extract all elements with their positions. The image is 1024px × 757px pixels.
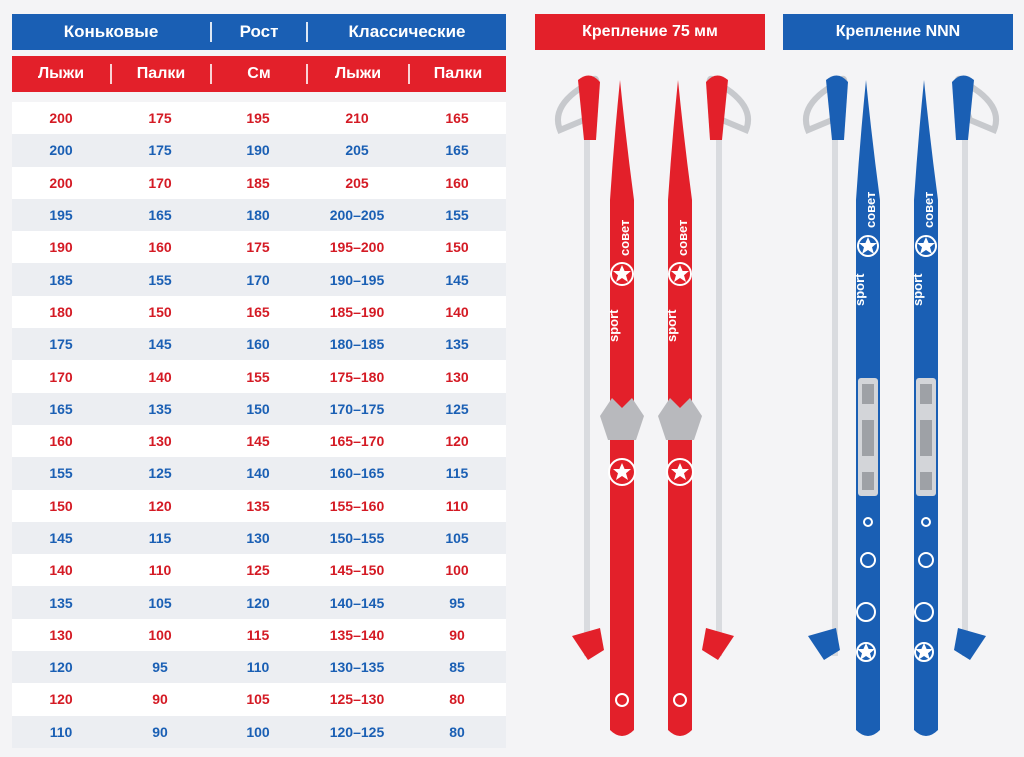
table-row bbox=[12, 231, 506, 263]
cell-classic-poles: 80 bbox=[449, 691, 465, 708]
blue-ski-right bbox=[910, 80, 938, 736]
cell-skate-poles: 145 bbox=[148, 336, 172, 353]
table-row bbox=[12, 425, 506, 457]
cell-classic-poles: 110 bbox=[445, 497, 469, 514]
column-header-classic-skis: Лыжи bbox=[334, 65, 382, 82]
binding-75mm-title: Крепление 75 мм bbox=[535, 14, 765, 50]
cell-classic-poles: 165 bbox=[445, 142, 469, 159]
cell-height-cm: 105 bbox=[246, 691, 270, 708]
group-header-classic: Классические bbox=[348, 22, 466, 41]
cell-classic-skis: 185–190 bbox=[329, 303, 385, 320]
ski-size-table bbox=[12, 14, 506, 748]
table-row bbox=[12, 296, 506, 328]
table-row bbox=[12, 457, 506, 489]
cell-skate-skis: 110 bbox=[49, 723, 73, 740]
cell-classic-poles: 165 bbox=[445, 110, 469, 127]
cell-skate-poles: 160 bbox=[148, 239, 172, 256]
cell-skate-skis: 120 bbox=[49, 659, 73, 676]
cell-skate-poles: 170 bbox=[148, 174, 172, 191]
table-row bbox=[12, 199, 506, 231]
cell-height-cm: 160 bbox=[246, 336, 270, 353]
blue-ski-right-brand-sport: sport bbox=[910, 273, 925, 306]
cell-classic-skis: 175–180 bbox=[329, 368, 385, 385]
cell-classic-poles: 95 bbox=[449, 594, 465, 611]
cell-skate-poles: 120 bbox=[148, 497, 172, 514]
cell-skate-skis: 200 bbox=[49, 174, 73, 191]
table-row bbox=[12, 683, 506, 715]
cell-skate-poles: 135 bbox=[148, 400, 172, 417]
red-ski-left-brand-sovet: совет bbox=[617, 219, 632, 256]
cell-classic-skis: 190–195 bbox=[329, 271, 385, 288]
table-row bbox=[12, 522, 506, 554]
cell-classic-poles: 100 bbox=[445, 562, 469, 579]
cell-skate-poles: 175 bbox=[148, 110, 172, 127]
cell-skate-skis: 195 bbox=[49, 207, 73, 224]
cell-skate-poles: 115 bbox=[148, 530, 172, 546]
cell-classic-poles: 125 bbox=[445, 400, 469, 417]
cell-skate-poles: 130 bbox=[148, 433, 172, 450]
cell-height-cm: 185 bbox=[246, 174, 270, 191]
cell-height-cm: 140 bbox=[246, 465, 270, 482]
cell-skate-poles: 175 bbox=[148, 142, 172, 159]
cell-skate-skis: 200 bbox=[49, 142, 73, 159]
cell-skate-skis: 190 bbox=[49, 239, 73, 256]
cell-classic-skis: 120–125 bbox=[329, 723, 385, 740]
cell-classic-skis: 140–145 bbox=[329, 594, 385, 611]
blue-ski-left-brand-sovet: совет bbox=[863, 191, 878, 228]
cell-height-cm: 110 bbox=[246, 659, 270, 676]
table-row bbox=[12, 360, 506, 392]
cell-height-cm: 165 bbox=[246, 303, 270, 320]
cell-height-cm: 100 bbox=[246, 723, 270, 740]
cell-classic-skis: 130–135 bbox=[329, 659, 385, 676]
blue-pole-left bbox=[806, 75, 848, 660]
blue-ski-right-brand-sovet: совет bbox=[921, 191, 936, 228]
skis-illustration bbox=[530, 60, 1020, 750]
cell-classic-poles: 160 bbox=[445, 174, 469, 191]
blue-ski-left-brand-sport: sport bbox=[852, 273, 867, 306]
cell-classic-skis: 195–200 bbox=[329, 239, 385, 256]
cell-skate-poles: 140 bbox=[148, 368, 172, 385]
column-header-classic-poles: Палки bbox=[433, 65, 483, 82]
cell-height-cm: 180 bbox=[246, 207, 270, 224]
cell-skate-skis: 145 bbox=[49, 530, 73, 546]
cell-height-cm: 190 bbox=[246, 142, 270, 159]
cell-skate-skis: 140 bbox=[49, 562, 73, 579]
cell-classic-poles: 120 bbox=[445, 433, 469, 450]
cell-classic-skis: 125–130 bbox=[329, 691, 385, 708]
cell-height-cm: 125 bbox=[246, 562, 270, 579]
cell-skate-poles: 90 bbox=[152, 723, 168, 740]
red-ski-set bbox=[558, 75, 748, 736]
cell-classic-skis: 210 bbox=[345, 110, 369, 127]
cell-classic-skis: 180–185 bbox=[329, 336, 385, 353]
table-row bbox=[12, 393, 506, 425]
table-row bbox=[12, 554, 506, 586]
binding-nnn-title: Крепление NNN bbox=[783, 14, 1013, 50]
cell-skate-poles: 90 bbox=[152, 691, 168, 708]
cell-skate-skis: 155 bbox=[49, 465, 73, 482]
cell-height-cm: 120 bbox=[246, 594, 270, 611]
red-ski-right-brand-sovet: совет bbox=[675, 219, 690, 256]
cell-height-cm: 145 bbox=[246, 433, 270, 450]
cell-classic-poles: 80 bbox=[449, 723, 465, 740]
cell-skate-poles: 125 bbox=[148, 465, 172, 482]
cell-skate-poles: 110 bbox=[148, 562, 172, 579]
table-row bbox=[12, 328, 506, 360]
cell-classic-poles: 140 bbox=[445, 303, 469, 320]
table-row bbox=[12, 102, 506, 134]
table-row bbox=[12, 716, 506, 748]
cell-skate-skis: 120 bbox=[49, 691, 73, 708]
cell-classic-poles: 85 bbox=[449, 659, 465, 676]
cell-classic-poles: 90 bbox=[449, 626, 465, 643]
cell-classic-skis: 200–205 bbox=[329, 207, 385, 224]
column-header-height-cm: См bbox=[247, 65, 271, 82]
cell-skate-skis: 160 bbox=[49, 433, 73, 450]
cell-classic-poles: 145 bbox=[445, 271, 469, 288]
cell-skate-skis: 175 bbox=[49, 336, 73, 353]
cell-classic-poles: 115 bbox=[445, 465, 469, 482]
cell-height-cm: 170 bbox=[246, 271, 270, 288]
cell-skate-skis: 150 bbox=[49, 497, 73, 514]
cell-skate-skis: 130 bbox=[49, 626, 73, 643]
cell-height-cm: 130 bbox=[246, 530, 270, 546]
cell-classic-skis: 155–160 bbox=[329, 497, 385, 514]
table-row bbox=[12, 586, 506, 618]
cell-classic-poles: 150 bbox=[445, 239, 469, 256]
cell-skate-poles: 150 bbox=[148, 303, 172, 320]
cell-classic-skis: 205 bbox=[345, 142, 369, 159]
red-ski-left-brand-sport: sport bbox=[606, 309, 621, 342]
group-header-row bbox=[12, 14, 506, 50]
table-row bbox=[12, 134, 506, 166]
table-row bbox=[12, 490, 506, 522]
cell-classic-poles: 155 bbox=[445, 207, 469, 224]
cell-skate-poles: 95 bbox=[152, 659, 168, 676]
table-row bbox=[12, 651, 506, 683]
cell-skate-poles: 100 bbox=[148, 626, 172, 643]
table-row bbox=[12, 619, 506, 651]
cell-classic-poles: 130 bbox=[445, 368, 469, 385]
cell-classic-skis: 160–165 bbox=[329, 465, 385, 482]
blue-ski-set bbox=[806, 75, 996, 736]
table-row bbox=[12, 167, 506, 199]
cell-height-cm: 150 bbox=[246, 400, 270, 417]
column-header-skate-poles: Палки bbox=[136, 65, 186, 82]
cell-skate-skis: 200 bbox=[49, 110, 73, 127]
group-header-skate: Коньковые bbox=[63, 22, 159, 41]
blue-ski-left bbox=[852, 80, 880, 736]
cell-classic-skis: 150–155 bbox=[329, 530, 385, 546]
red-ski-left bbox=[600, 80, 644, 736]
red-pole-right bbox=[702, 75, 748, 660]
red-pole-left bbox=[558, 75, 604, 660]
group-header-height: Рост bbox=[239, 22, 279, 41]
column-header-skate-skis: Лыжи bbox=[37, 65, 85, 82]
cell-classic-skis: 135–140 bbox=[329, 626, 385, 643]
cell-classic-skis: 165–170 bbox=[329, 433, 385, 450]
column-header-row bbox=[12, 56, 506, 92]
cell-skate-skis: 180 bbox=[49, 303, 73, 320]
cell-height-cm: 155 bbox=[246, 368, 270, 385]
cell-height-cm: 115 bbox=[246, 626, 270, 643]
cell-classic-poles: 105 bbox=[445, 530, 469, 546]
cell-height-cm: 195 bbox=[246, 110, 270, 127]
cell-height-cm: 135 bbox=[246, 497, 270, 514]
red-ski-right-brand-sport: sport bbox=[664, 309, 679, 342]
cell-skate-skis: 185 bbox=[49, 271, 73, 288]
red-ski-right bbox=[658, 80, 702, 736]
cell-skate-skis: 135 bbox=[49, 594, 73, 611]
table-row bbox=[12, 263, 506, 295]
cell-skate-poles: 155 bbox=[148, 271, 172, 288]
cell-classic-poles: 135 bbox=[445, 336, 469, 353]
cell-height-cm: 175 bbox=[246, 239, 270, 256]
cell-classic-skis: 205 bbox=[345, 174, 369, 191]
cell-skate-poles: 165 bbox=[148, 207, 172, 224]
cell-skate-skis: 170 bbox=[49, 368, 73, 385]
table-body bbox=[12, 102, 506, 748]
cell-skate-skis: 165 bbox=[49, 400, 73, 417]
cell-classic-skis: 145–150 bbox=[329, 562, 385, 579]
blue-pole-right bbox=[952, 75, 996, 660]
cell-classic-skis: 170–175 bbox=[329, 400, 385, 417]
cell-skate-poles: 105 bbox=[148, 594, 172, 611]
